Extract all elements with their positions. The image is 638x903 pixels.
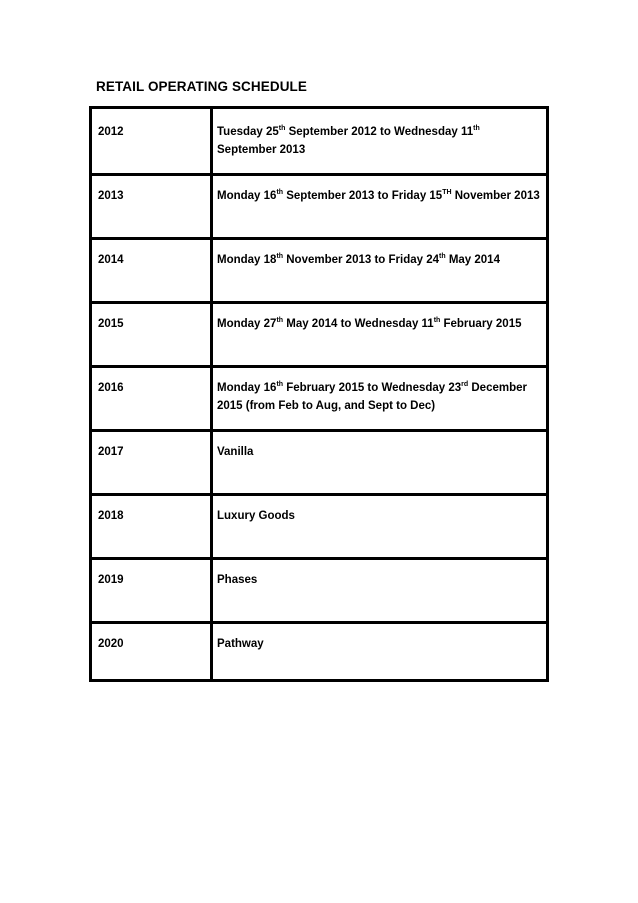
period-text: Monday 16 (217, 190, 277, 202)
period-text: Monday 27 (217, 318, 277, 330)
row-year: 2019 (98, 574, 124, 586)
document-title: RETAIL OPERATING SCHEDULE (96, 79, 308, 94)
row-year: 2020 (98, 638, 124, 650)
ordinal-suffix: th (439, 253, 446, 261)
schedule-row (92, 109, 546, 173)
ordinal-suffix: th (276, 381, 284, 389)
period-text: September 2013 (217, 143, 306, 156)
row-period (217, 188, 542, 206)
schedule-row (92, 301, 546, 365)
row-period (217, 380, 542, 415)
row-period (217, 508, 542, 526)
ordinal-suffix: rd (461, 381, 469, 389)
row-year: 2016 (98, 382, 124, 394)
row-period (217, 124, 542, 159)
row-year: 2015 (98, 318, 124, 330)
schedule-row (92, 365, 546, 429)
period-text: Phases (217, 574, 258, 586)
row-period (217, 316, 542, 334)
period-text: December 2015 (from Feb to Aug, and Sept to Dec) (217, 382, 527, 412)
row-year: 2017 (98, 446, 124, 458)
row-period (217, 572, 542, 590)
schedule-row (92, 621, 546, 685)
schedule-row (92, 493, 546, 557)
schedule-row (92, 237, 546, 301)
row-year: 2014 (98, 254, 124, 266)
period-text: Monday 16 (217, 382, 277, 394)
ordinal-suffix: th (473, 125, 480, 133)
row-year: 2018 (98, 510, 124, 522)
row-year: 2012 (98, 126, 124, 138)
period-text: May 2014 (445, 254, 500, 266)
period-text: May 2014 to Wednesday 11 (283, 318, 434, 330)
period-text: Pathway (217, 638, 264, 650)
ordinal-suffix: th (278, 125, 286, 133)
row-year: 2013 (98, 190, 124, 202)
schedule-row (92, 173, 546, 237)
row-period (217, 636, 542, 654)
period-text: February 2015 (440, 318, 522, 330)
ordinal-suffix: TH (442, 189, 452, 197)
row-period (217, 252, 542, 270)
period-text: November 2013 (451, 190, 540, 202)
row-period (217, 444, 542, 462)
period-text: Monday 18 (217, 254, 277, 266)
schedule-row (92, 557, 546, 621)
period-text: Vanilla (217, 446, 254, 458)
ordinal-suffix: th (433, 317, 441, 325)
period-text: Tuesday 25 (217, 126, 279, 138)
schedule-table (89, 106, 549, 682)
ordinal-suffix: th (276, 253, 284, 261)
ordinal-suffix: th (276, 317, 284, 325)
period-text: September 2012 to Wednesday 11 (285, 126, 474, 138)
ordinal-suffix: th (276, 189, 284, 197)
schedule-row (92, 429, 546, 493)
period-text: September 2013 to Friday 15 (283, 190, 443, 202)
period-text: Luxury Goods (217, 510, 295, 522)
period-text: February 2015 to Wednesday 23 (283, 382, 462, 394)
period-text: November 2013 to Friday 24 (283, 254, 440, 266)
